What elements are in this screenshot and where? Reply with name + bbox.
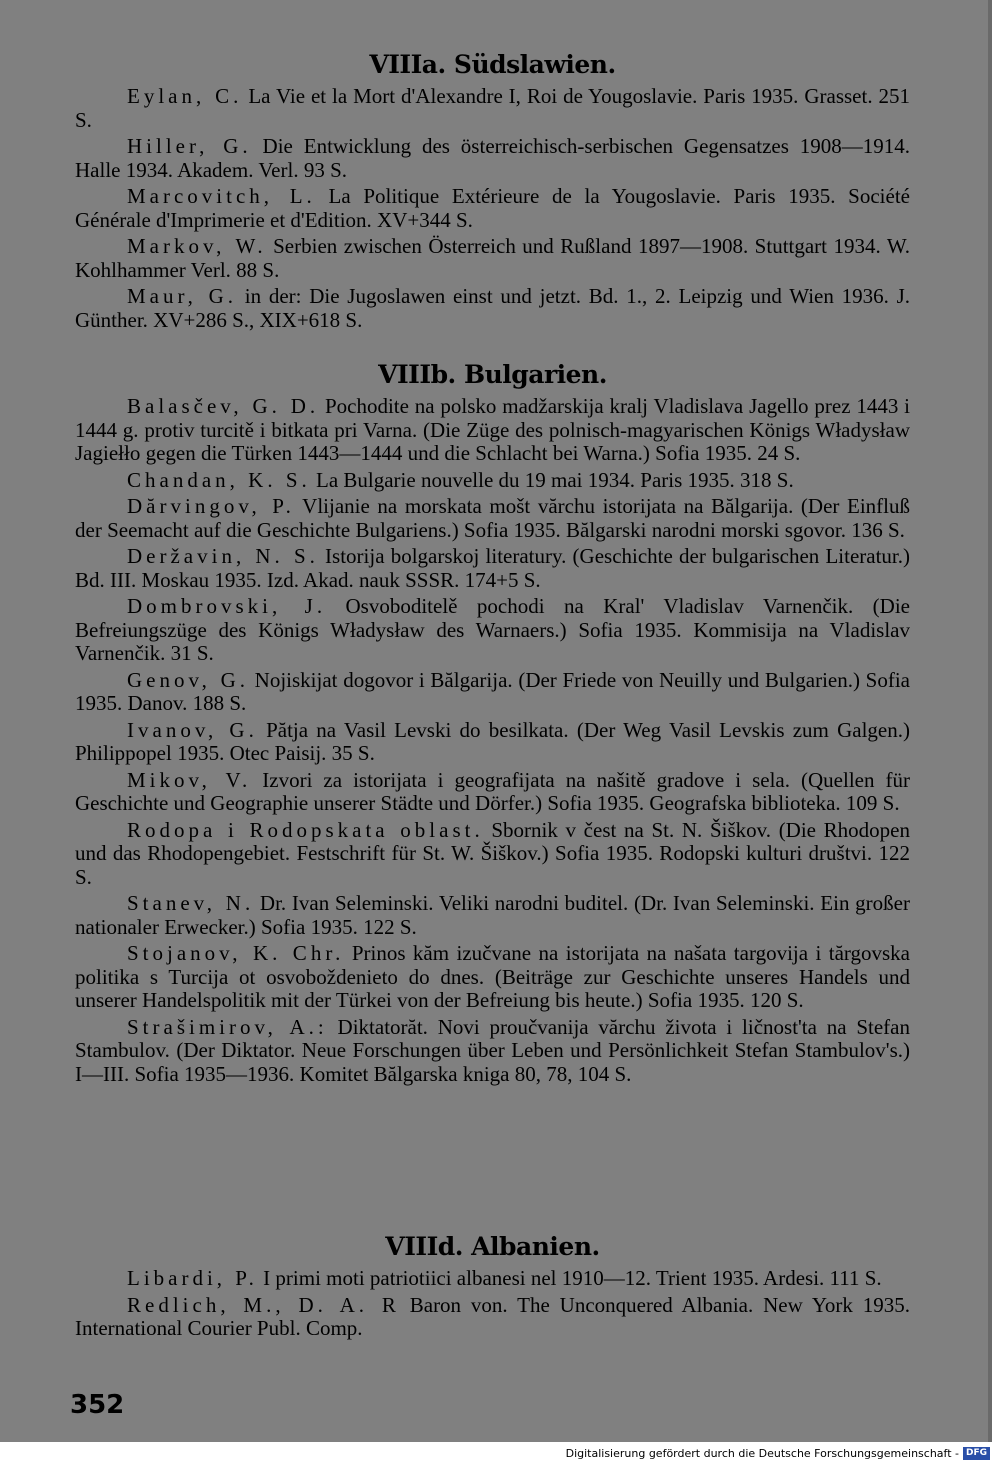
entry-text: Baron von. The Unconquered Albania. New York 1935. International Courier Publ. Comp. [75, 1292, 910, 1340]
entry-author: Maur, G. [127, 284, 238, 308]
entry-author: Ivanov, G. [127, 717, 258, 742]
bibliography-entry [75, 942, 910, 1013]
entry-author: Dombrovski, J. [127, 594, 327, 618]
bibliography-entry [75, 469, 910, 493]
bibliography-entry [75, 719, 910, 766]
entry-author: Eylan, C. [127, 84, 243, 108]
dfg-logo-icon: DFG [963, 1447, 990, 1460]
entry-title: Rodopa i Rodopskata oblast. [127, 817, 484, 842]
entry-text: I primi moti patriotiici albanesi nel 1910—12. Trient 1935. Ardesi. 111 S. [257, 1266, 882, 1290]
entry-text: Sbornik v čest na St. N. Šiškov. (Die Rhodopen und das Rhodopengebiet. Festschrift für St. W. Šiškov.) Sofia 1935. Rodopski kulturi društvi. 122 S. [75, 817, 910, 889]
entry-author: Redlich, M., D. A. R [127, 1292, 400, 1317]
entry-text: Serbien zwischen Österreich und Rußland 1897—1908. Stuttgart 1934. W. Kohlhammer Verl. 88 S. [75, 234, 910, 282]
entry-author: Stanev, N. [127, 891, 255, 915]
entry-author: Deržavin, N. S. [127, 544, 319, 568]
entry-text: Izvori za istorijata i geografijata na našitě gradove i sela. (Quellen für Geschichte und Geographie unserer Städte und Dörfer.) Sofia 1935. Geografska biblioteka. 109 S. [75, 767, 910, 815]
bibliography-entry [75, 135, 910, 182]
section-albanien [75, 1227, 910, 1344]
bibliography-entry [75, 285, 910, 332]
entry-author: Markov, W. [127, 234, 267, 258]
section-heading: VIIIa. Südslawien. [369, 50, 616, 79]
bibliography-entry [75, 669, 910, 716]
bibliography-entry [75, 545, 910, 592]
entry-text: Istorija bolgarskoj literatury. (Geschichte der bulgarischen Literatur.) Bd. III. Moskau 1935. Izd. Akad. nauk SSSR. 174+5 S. [75, 544, 910, 592]
entry-text: Pătja na Vasil Levski do besilkata. (Der Weg Vasil Levskis zum Galgen.) Philippopel 1935. Otec Paisij. 35 S. [75, 717, 910, 765]
entry-author: Dărvingov, P. [127, 494, 295, 518]
section-bulgarien [75, 355, 910, 1089]
entry-text: Diktatorăt. Novi proučvanija vărchu života i ličnost'ta na Stefan Stambulov. (Der Diktator. Neue Forschungen über Leben und Persönlichkeit Stefan Stambulov's.) I—III. Sofia 1935—1936. Komitet Bălgarska kniga 80, 78, 104 S. [75, 1014, 910, 1086]
section-heading: VIIId. Albanien. [385, 1232, 600, 1261]
entry-text: Vlijanie na morskata mošt vărchu istorijata na Bălgarija. (Der Einfluß der Seemacht auf die Geschichte Bulgariens.) Sofia 1935. Bălgarski narodni morski sgovor. 136 S. [75, 494, 910, 542]
bibliography-entry [75, 495, 910, 542]
bibliography-entry [75, 595, 910, 666]
entry-author: Mikov, V. [127, 767, 252, 792]
section-suedslawien [75, 45, 910, 335]
bibliography-entry [75, 85, 910, 132]
bibliography-entry [75, 395, 910, 466]
footer-text: Digitalisierung gefördert durch die Deutsche Forschungsgemeinschaft - [565, 1447, 959, 1460]
entry-author: Libardi, P. [127, 1266, 258, 1290]
entry-text: in der: Die Jugoslawen einst und jetzt. Bd. 1., 2. Leipzig und Wien 1936. J. Günther. XV+286 S., XIX+618 S. [75, 284, 910, 332]
entry-text: Prinos kăm izučvane na istorijata na našata targovija i tărgovska politika s Turcija ot osvoboždenieto do dnes. (Beiträge zur Geschichte unseres Handels und unserer Handelspolitik mit der Türkei von der Befreiung bis heute.) Sofia 1935. 120 S. [75, 941, 910, 1012]
entry-text: La Vie et la Mort d'Alexandre I, Roi de Yougoslavie. Paris 1935. Grasset. 251 S. [75, 84, 910, 132]
bibliography-entry [75, 185, 910, 232]
entry-text: Die Entwicklung des österreichisch-serbischen Gegensatzes 1908—1914. Halle 1934. Akadem. Verl. 93 S. [75, 134, 910, 182]
entry-author: Chandan, K. S. [127, 467, 311, 492]
entry-text: La Politique Extérieure de la Yougoslavie. Paris 1935. Société Générale d'Imprimerie et d'Edition. XV+344 S. [75, 184, 910, 232]
bibliography-entry [75, 1294, 910, 1341]
entry-author: Strašimirov, A.: [127, 1014, 328, 1039]
digitization-footer [566, 1447, 990, 1460]
entry-text: Pochodite na polsko madžarskija kralj Vladislava Jagello prez 1443 i 1444 g. protiv turcitě i bitkata pri Varna. (Die Züge des polnisch-magyarischen Königs Władysław Jagiełło gegen die Türken 1443—1444 und die Schlacht bei Warna.) Sofia 1935. 24 S. [75, 394, 910, 465]
entry-text: Osvoboditelě pochodi na Kral' Vladislav Varnenčik. (Die Befreiungszüge des Königs Władysław des Warnaers.) Sofia 1935. Kommisija na Vladislav Varnenčik. 31 S. [75, 594, 910, 665]
bibliography-entry [75, 1267, 910, 1291]
section-heading: VIIIb. Bulgarien. [378, 360, 607, 389]
page-number: 352 [70, 1390, 125, 1420]
bibliography-entry [75, 235, 910, 282]
entry-author: Marcovitch, L. [127, 184, 316, 208]
entry-author: Stojanov, K. Chr. [127, 941, 345, 965]
bibliography-entry [75, 819, 910, 890]
entry-text: La Bulgarie nouvelle du 19 mai 1934. Paris 1935. 318 S. [310, 467, 794, 492]
entry-author: Balasčev, G. D. [127, 394, 320, 418]
entry-author: Genov, G. [127, 667, 249, 692]
entry-author: Hiller, G. [127, 134, 252, 158]
entry-text: Nojiskijat dogovor i Bălgarija. (Der Friede von Neuilly und Bulgarien.) Sofia 1935. Danov. 188 S. [75, 667, 910, 715]
entry-text: Dr. Ivan Seleminski. Veliki narodni buditel. (Dr. Ivan Seleminski. Ein großer nationaler Erwecker.) Sofia 1935. 122 S. [75, 891, 910, 939]
bibliography-entry [75, 1016, 910, 1087]
bibliography-entry [75, 769, 910, 816]
bibliography-entry [75, 892, 910, 939]
